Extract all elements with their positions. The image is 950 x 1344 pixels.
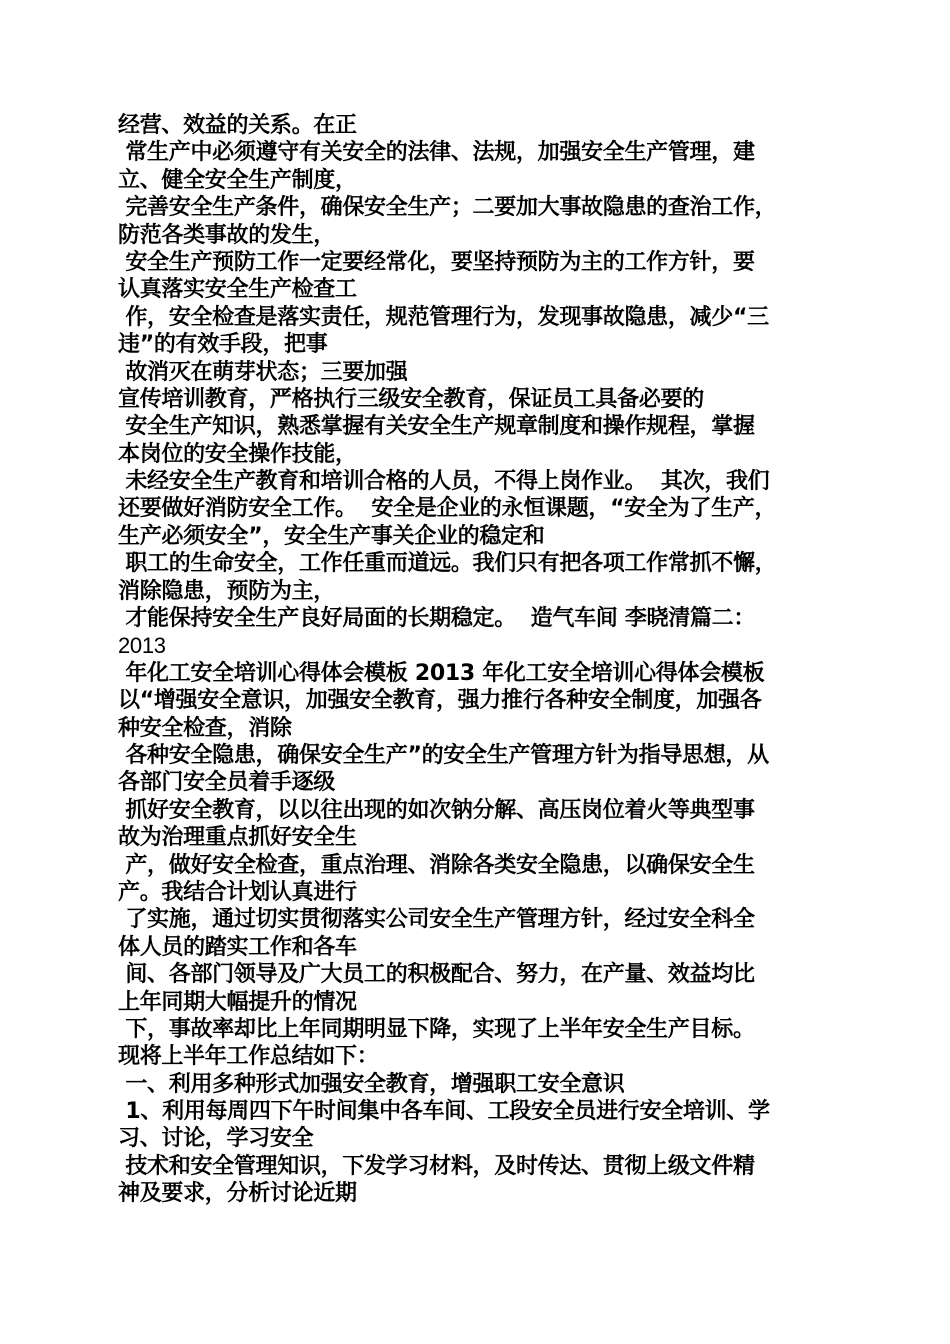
- text-line: 未经安全生产教育和培训合格的人员，不得上岗作业。 其次，我们: [118, 469, 770, 495]
- text-line: 认真落实安全生产检查工: [118, 277, 357, 303]
- text-line: 本岗位的安全操作技能，: [118, 441, 357, 467]
- text-line: 产。我结合计划认真进行: [118, 879, 357, 905]
- text-line: 1、利用每周四下午时间集中各车间、工段安全员进行安全培训、学: [118, 1099, 770, 1125]
- text-line: 安全生产知识，熟悉掌握有关安全生产规章制度和操作规程，掌握: [118, 414, 755, 440]
- text-line: 各种安全隐患，确保安全生产”的安全生产管理方针为指导思想，从: [118, 742, 769, 768]
- text-line: 故为治理重点抓好安全生: [118, 825, 357, 851]
- text-line: 还要做好消防安全工作。 安全是企业的永恒课题，“安全为了生产，: [118, 496, 777, 522]
- text-line: 以“增强安全意识，加强安全教育，强力推行各种安全制度，加强各: [118, 688, 762, 714]
- text-line: 消除隐患，预防为主，: [118, 578, 336, 604]
- document-body-text: [118, 112, 838, 1208]
- text-line: 经营、效益的关系。在正: [118, 113, 357, 138]
- text-line: 才能保持安全生产良好局面的长期稳定。 造气车间 李晓清篇二：: [118, 606, 756, 632]
- text-line: 违”的有效手段，把事: [118, 332, 328, 358]
- text-line: 故消灭在萌芽状态；三要加强: [118, 359, 408, 385]
- text-line: 体人员的踏实工作和各车: [118, 934, 357, 960]
- text-line: 立、健全安全生产制度，: [118, 167, 357, 193]
- text-line: 安全生产预防工作一定要经常化，要坚持预防为主的工作方针，要: [118, 249, 755, 275]
- text-line: 2013: [118, 633, 166, 659]
- text-line: 各部门安全员着手逐级: [118, 770, 336, 796]
- text-line: 习、讨论，学习安全: [118, 1126, 314, 1152]
- text-line: 种安全检查，消除: [118, 715, 292, 741]
- text-line: 现将上半年工作总结如下：: [118, 1044, 379, 1070]
- text-line: 抓好安全教育，以以往出现的如次钠分解、高压岗位着火等典型事: [118, 797, 755, 823]
- text-line: 防范各类事故的发生，: [118, 222, 336, 248]
- text-line: 生产必须安全”，安全生产事关企业的稳定和: [118, 523, 545, 549]
- text-line: 间、各部门领导及广大员工的积极配合、努力，在产量、效益均比: [118, 962, 755, 988]
- text-line: 上年同期大幅提升的情况: [118, 989, 357, 1015]
- text-line: 下，事故率却比上年同期明显下降，实现了上半年安全生产目标。: [118, 1016, 755, 1042]
- text-line: 作，安全检查是落实责任，规范管理行为，发现事故隐患，减少“三: [118, 304, 769, 330]
- text-line: 常生产中必须遵守有关安全的法律、法规，加强安全生产管理，建: [118, 140, 755, 166]
- text-line: 职工的生命安全，工作任重而道远。我们只有把各项工作常抓不懈，: [118, 551, 777, 577]
- text-line: 一、利用多种形式加强安全教育，增强职工安全意识: [118, 1071, 625, 1097]
- text-line: 宣传培训教育，严格执行三级安全教育，保证员工具备必要的: [118, 386, 704, 412]
- text-line: 年化工安全培训心得体会模板 2013 年化工安全培训心得体会模板: [118, 660, 765, 686]
- text-line: 完善安全生产条件，确保安全生产；二要加大事故隐患的查治工作，: [118, 195, 777, 221]
- text-line: 了实施，通过切实贯彻落实公司安全生产管理方针，经过安全科全: [118, 907, 755, 933]
- text-line: 产，做好安全检查，重点治理、消除各类安全隐患，以确保安全生: [118, 852, 755, 878]
- text-line: 技术和安全管理知识，下发学习材料，及时传达、贯彻上级文件精: [118, 1153, 755, 1179]
- text-line: 神及要求，分析讨论近期: [118, 1181, 357, 1207]
